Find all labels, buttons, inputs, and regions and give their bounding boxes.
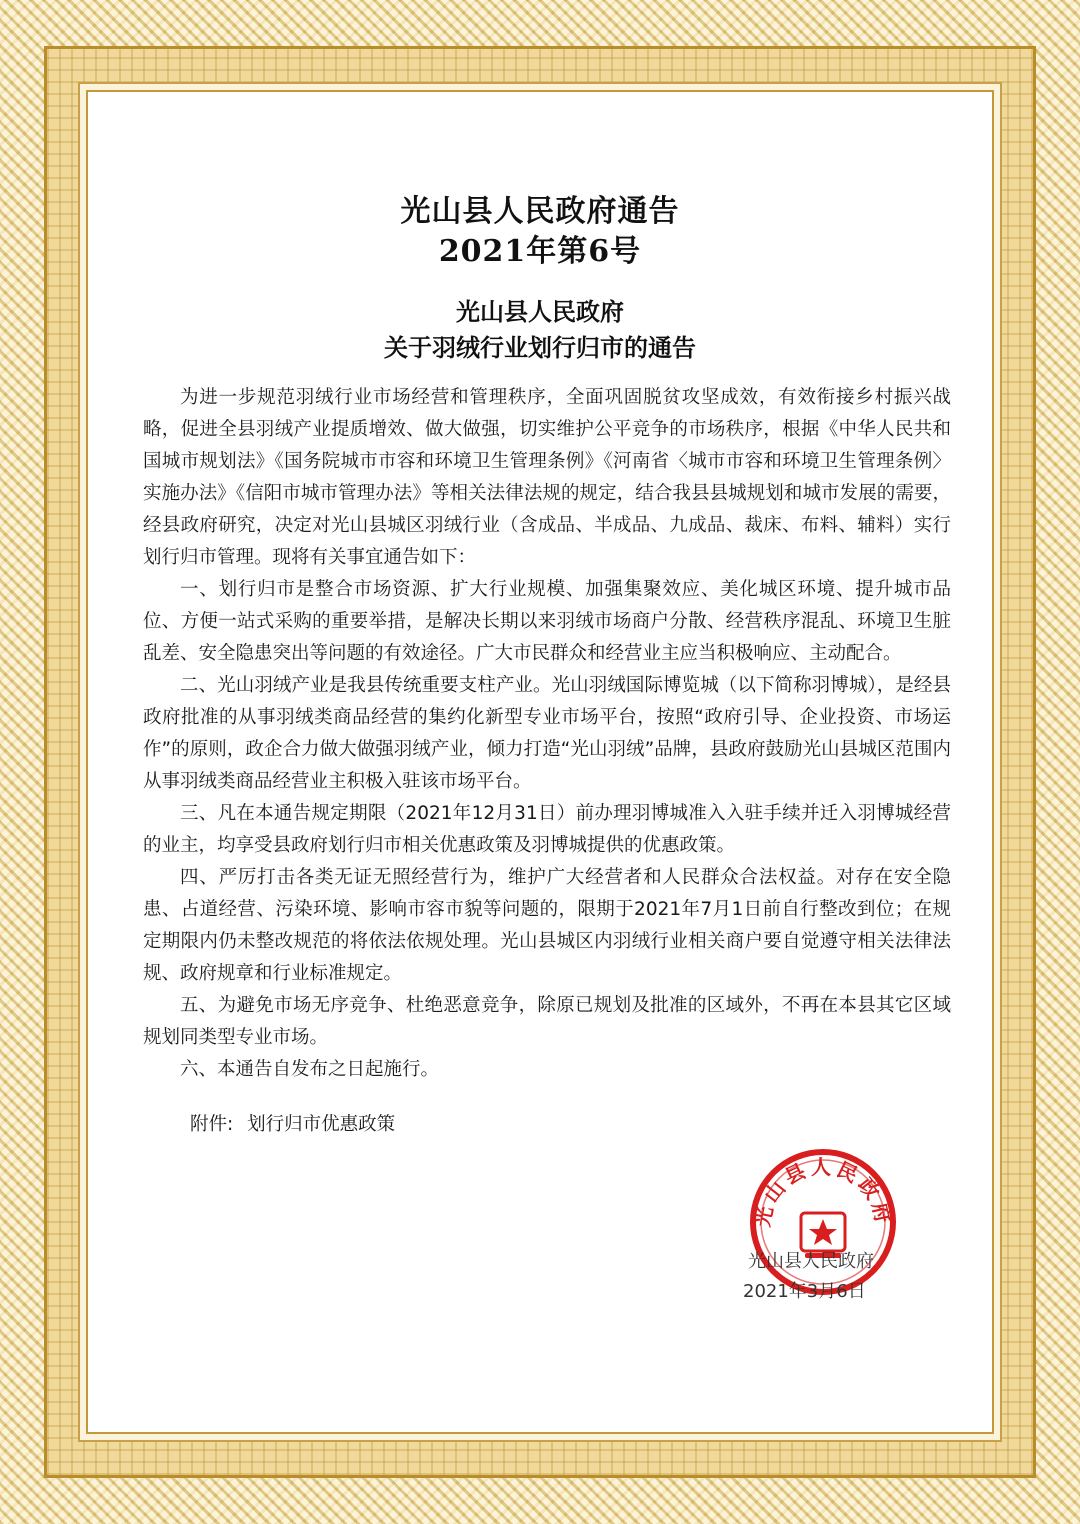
signature-date: 2021年3月6日 bbox=[743, 1281, 866, 1302]
attachment-name: 划行归市优惠政策 bbox=[247, 1114, 396, 1135]
official-seal-icon bbox=[748, 1147, 898, 1297]
notice-subject: 关于羽绒行业划行归市的通告 bbox=[384, 333, 696, 362]
paragraph-item-2: 二、光山羽绒产业是我县传统重要支柱产业。光山羽绒国际博览城（以下简称羽博城），是经县政府批准的从事羽绒类商品经营的集约化新型专业市场平台，按照“政府引导、企业投资、市场运作”的原则，政企合力做大做强羽绒产业，倾力打造“光山羽绒”品牌，县政府鼓励光山县城区范围内从事羽绒类商品经营业主积极入驻该市场平台。 bbox=[143, 675, 951, 792]
paragraph-item-5: 五、为避免市场无序竞争、杜绝恶意竞争，除原已规划及批准的区域外，不再在本县其它区域规划同类型专业市场。 bbox=[143, 995, 951, 1048]
document-subtitle bbox=[88, 294, 992, 366]
paragraph-intro: 为进一步规范羽绒行业市场经营和管理秩序，全面巩固脱贫攻坚成效，有效衔接乡村振兴战略，促进全县羽绒产业提质增效、做大做强，切实维护公平竞争的市场秩序，根据《中华人民共和国城市规划法》《国务院城市市容和环境卫生管理条例》《河南省〈城市市容和环境卫生管理条例〉实施办法》《信阳市城市管理办法》等相关法律法规的规定，结合我县县城规划和城市发展的需要，经县政府研究，决定对光山县城区羽绒行业（含成品、半成品、九成品、裁床、布料、辅料）实行划行归市管理。现将有关事宜通告如下： bbox=[143, 387, 951, 568]
document-body bbox=[143, 382, 951, 1086]
document-header bbox=[88, 192, 992, 272]
document-page bbox=[86, 90, 994, 1434]
paragraph-item-4: 四、严厉打击各类无证无照经营行为，维护广大经营者和人民群众合法权益。对存在安全隐患、占道经营、污染环境、影响市容市貌等问题的，限期于2021年7月1日前自行整改到位；在规定期限内仍未整改规范的将依法依规处理。光山县城区内羽绒行业相关商户要自觉遵守相关法律法规、政府规章和行业标准规定。 bbox=[143, 867, 951, 984]
svg-text:光山县人民政府: 光山县人民政府 bbox=[750, 1155, 896, 1229]
attachment-label: 附件: bbox=[190, 1114, 234, 1135]
issuer-name: 光山县人民政府 bbox=[456, 297, 624, 326]
paragraph-item-1: 一、划行归市是整合市场资源、扩大行业规模、加强集聚效应、美化城区环境、提升城市品位、方便一站式采购的重要举措，是解决长期以来羽绒市场商户分散、经营秩序混乱、环境卫生脏乱差、安全隐患突出等问题的有效途径。广大市民群众和经营业主应当积极响应、主动配合。 bbox=[143, 579, 951, 664]
paragraph-item-3: 三、凡在本通告规定期限（2021年12月31日）前办理羽博城准入入驻手续并迁入羽博城经营的业主，均享受县政府划行归市相关优惠政策及羽博城提供的优惠政策。 bbox=[143, 803, 951, 856]
document-title: 光山县人民政府通告 bbox=[400, 194, 680, 229]
signature-organization: 光山县人民政府 bbox=[748, 1251, 874, 1272]
attachment-line bbox=[190, 1110, 403, 1136]
document-number: 2021年第6号 bbox=[438, 234, 642, 269]
paragraph-item-6: 六、本通告自发布之日起施行。 bbox=[180, 1059, 440, 1080]
